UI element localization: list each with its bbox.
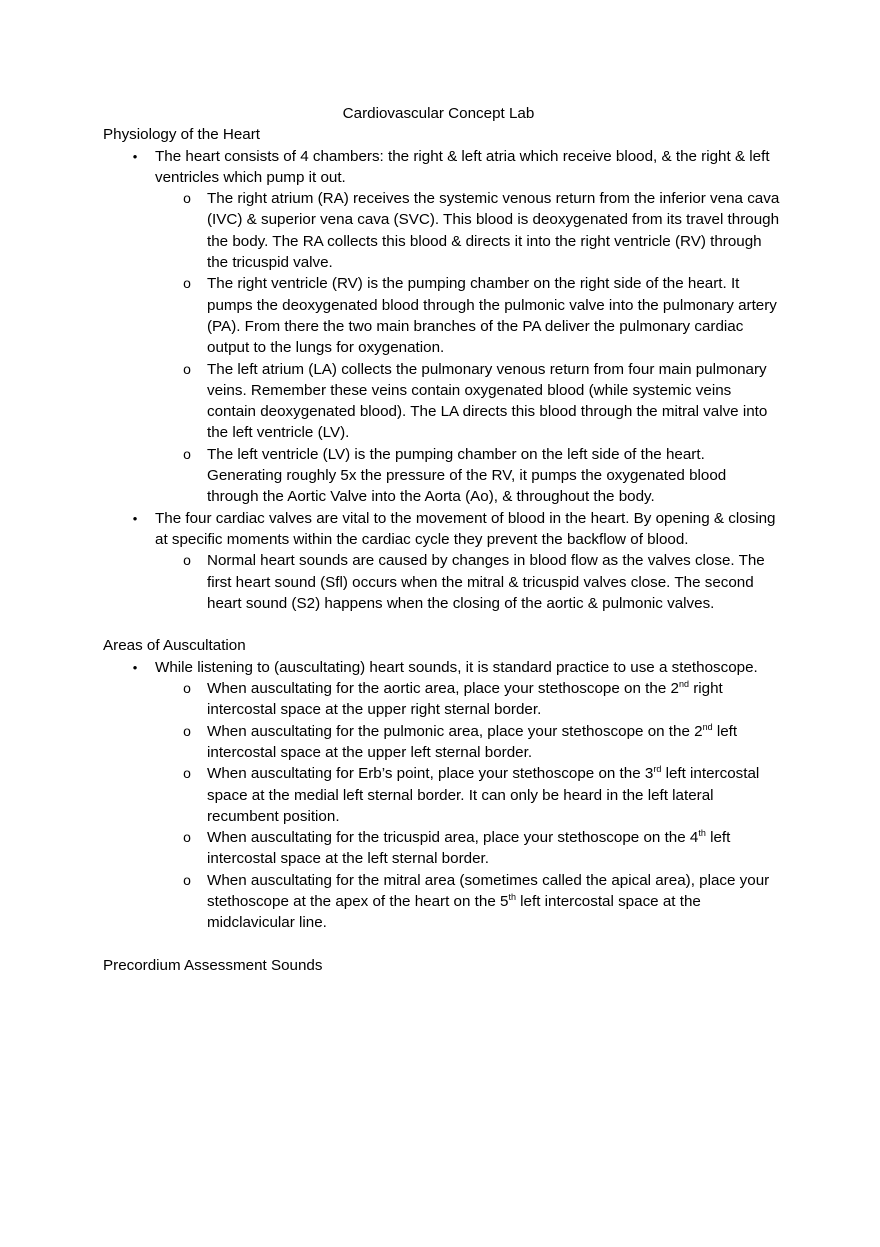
sub-list-item-text: Normal heart sounds are caused by changes in blood flow as the valves close. The first heart sound (Sfl) occurs when the mitral & tricuspid valves close. The second heart sound (S2) happens when the closing of the aortic & pulmonic valves. (207, 552, 765, 612)
sub-list-item (155, 678, 780, 721)
sub-list-item (155, 721, 780, 764)
list-item (103, 508, 780, 614)
ordinal-suffix: th (508, 891, 516, 902)
list-item-text: The heart consists of 4 chambers: the right & left atria which receive blood, & the right & left ventricles which pump it out. (155, 147, 770, 186)
physiology-list (103, 146, 780, 615)
section-heading-physiology: Physiology of the Heart (103, 126, 261, 144)
sub-list-item-text: When auscultating for the aortic area, place your stethoscope on the 2nd right intercostal space at the upper right sternal border. (207, 679, 723, 719)
sub-list-item (155, 359, 780, 444)
sub-list (155, 678, 780, 934)
sub-list-item-text: When auscultating for the pulmonic area, place your stethoscope on the 2nd left intercostal space at the upper left sternal border. (207, 721, 738, 761)
sub-list-item (155, 827, 780, 870)
list-item (103, 657, 780, 934)
blank-line (103, 934, 780, 955)
list-item-text: The four cardiac valves are vital to the movement of blood in the heart. By opening & closing at specific moments within the cardiac cycle they prevent the backflow of blood. (155, 509, 776, 548)
sub-list-item-text: The right ventricle (RV) is the pumping chamber on the right side of the heart. It pumps the deoxygenated blood through the pulmonic valve into the pulmonary artery (PA). From there the two main branches of the PA deliver the pulmonary cardiac output to the lungs for oxygenation. (207, 275, 777, 357)
sub-list-item (155, 444, 780, 508)
sub-list-item-text: The left atrium (LA) collects the pulmonary venous return from four main pulmonary veins. Remember these veins contain oxygenated blood (while systemic veins contain deoxygenated blood). The LA directs this blood through the mitral valve into the left ventricle (LV). (207, 360, 768, 442)
bullet-icon: • (132, 148, 138, 164)
circle-bullet-icon: o (183, 871, 191, 888)
circle-bullet-icon: o (183, 680, 191, 697)
sub-list-item (155, 188, 780, 273)
circle-bullet-icon: o (183, 445, 191, 462)
circle-bullet-icon: o (183, 360, 191, 377)
sub-list-item-text: The right atrium (RA) receives the systemic venous return from the inferior vena cava (IVC) & superior vena cava (SVC). This blood is deoxygenated from its travel through the body. The RA collects this blood & directs it into the right ventricle (RV) through the tricuspid valve. (207, 190, 780, 272)
ordinal-suffix: nd (702, 721, 713, 732)
sub-list-item (155, 870, 780, 934)
circle-bullet-icon: o (183, 722, 191, 739)
ordinal-suffix: th (698, 828, 706, 839)
sub-list-item (155, 550, 780, 614)
circle-bullet-icon: o (183, 552, 191, 569)
sub-list-item (155, 763, 780, 827)
list-item (103, 146, 780, 508)
auscultation-list (103, 657, 780, 934)
section-heading-auscultation: Areas of Auscultation (103, 637, 246, 655)
sub-list (155, 550, 780, 614)
circle-bullet-icon: o (183, 190, 191, 207)
sub-list-item-text: When auscultating for Erb’s point, place your stethoscope on the 3rd left intercostal space at the medial left sternal border. It can only be heard in the left lateral recumbent position. (207, 764, 760, 825)
sub-list-item (155, 273, 780, 358)
circle-bullet-icon: o (183, 275, 191, 292)
document-title: Cardiovascular Concept Lab (342, 105, 535, 122)
ordinal-suffix: rd (653, 764, 662, 775)
sub-list-item-text: When auscultating for the mitral area (sometimes called the apical area), place your stethoscope at the apex of the heart on the 5th left intercostal space at the midclavicular line. (207, 871, 770, 932)
section-heading-precordium: Precordium Assessment Sounds (103, 956, 323, 974)
sub-list (155, 188, 780, 507)
circle-bullet-icon: o (183, 829, 191, 846)
bullet-icon: • (132, 659, 138, 675)
bullet-icon: • (132, 510, 138, 526)
sub-list-item-text: The left ventricle (LV) is the pumping chamber on the left side of the heart. Generating roughly 5x the pressure of the RV, it pumps the oxygenated blood through the Aortic Valve into the Aorta (Ao), & throughout the body. (207, 445, 727, 506)
ordinal-suffix: nd (678, 679, 689, 690)
circle-bullet-icon: o (183, 765, 191, 782)
blank-line (103, 614, 780, 635)
list-item-text: While listening to (auscultating) heart sounds, it is standard practice to use a stethoscope. (155, 658, 758, 676)
sub-list-item-text: When auscultating for the tricuspid area, place your stethoscope on the 4th left intercostal space at the left sternal border. (207, 828, 731, 868)
